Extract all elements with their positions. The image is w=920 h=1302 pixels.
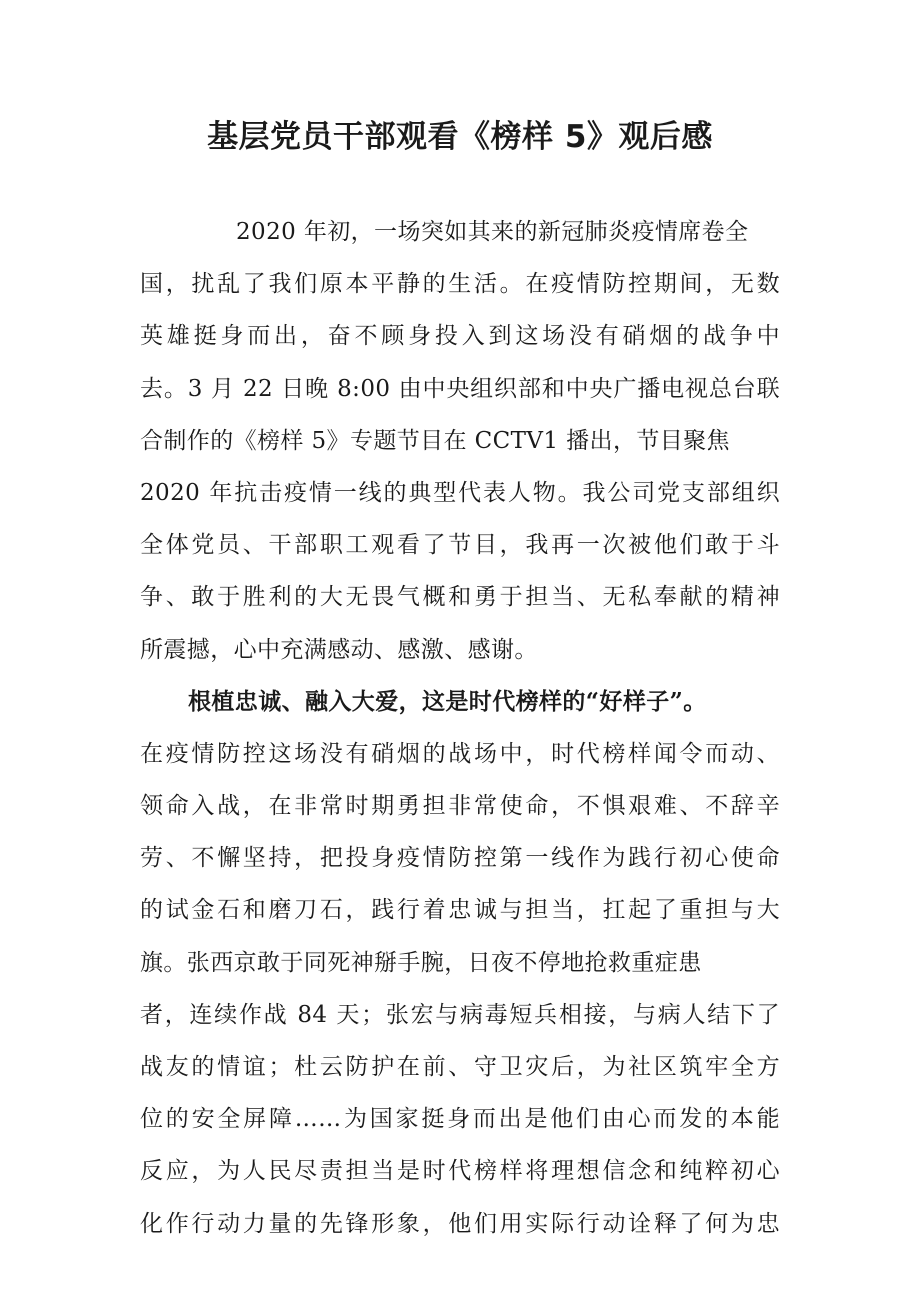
paragraph-line: 所震撼，心中充满感动、感激、感谢。: [140, 636, 538, 663]
paragraph-line: 在疫情防控这场没有硝烟的战场中，时代榜样闻令而动、: [140, 740, 780, 767]
paragraph-line: 者，连续作战 84 天；张宏与病毒短兵相接，与病人结下了: [140, 1001, 780, 1028]
paragraph-line: 劳、不懈坚持，把投身疫情防控第一线作为践行初心使命: [140, 845, 780, 872]
document-title: 基层党员干部观看《榜样 5》观后感: [207, 119, 713, 155]
document-body: [140, 206, 780, 1250]
paragraph-line: 的试金石和磨刀石，践行着忠诚与担当，扛起了重担与大: [140, 897, 780, 924]
paragraph-line: 合制作的《榜样 5》专题节目在 CCTV1 播出，节目聚焦: [140, 427, 730, 454]
paragraph-line: 争、敢于胜利的大无畏气概和勇于担当、无私奉献的精神: [140, 584, 780, 611]
paragraph-line: 英雄挺身而出，奋不顾身投入到这场没有硝烟的战争中: [140, 323, 780, 350]
paragraph-line: 反应，为人民尽责担当是时代榜样将理想信念和纯粹初心: [140, 1158, 780, 1185]
section-heading: 根植忠诚、融入大爱，这是时代榜样的“好样子”。: [188, 687, 707, 715]
paragraph-line: 2020 年抗击疫情一线的典型代表人物。我公司党支部组织: [140, 479, 780, 506]
paragraph-line: 旗。张西京敢于同死神掰手腕，日夜不停地抢救重症患: [140, 949, 702, 976]
paragraph-line: 化作行动力量的先锋形象，他们用实际行动诠释了何为忠: [140, 1210, 780, 1237]
paragraph-line: 领命入战，在非常时期勇担非常使命，不惧艰难、不辞辛: [140, 793, 780, 820]
paragraph-line: 位的安全屏障……为国家挺身而出是他们由心而发的本能: [140, 1106, 780, 1133]
paragraph-line: 去。3 月 22 日晚 8:00 由中央组织部和中央广播电视总台联: [140, 375, 780, 402]
paragraph-line: 战友的情谊；杜云防护在前、守卫灾后，为社区筑牢全方: [140, 1054, 780, 1080]
paragraph-line: 全体党员、干部职工观看了节目，我再一次被他们敢于斗: [140, 532, 780, 559]
paragraph-line: 国，扰乱了我们原本平静的生活。在疫情防控期间，无数: [140, 271, 780, 298]
paragraph-line: 2020 年初，一场突如其来的新冠肺炎疫情席卷全: [236, 219, 749, 245]
